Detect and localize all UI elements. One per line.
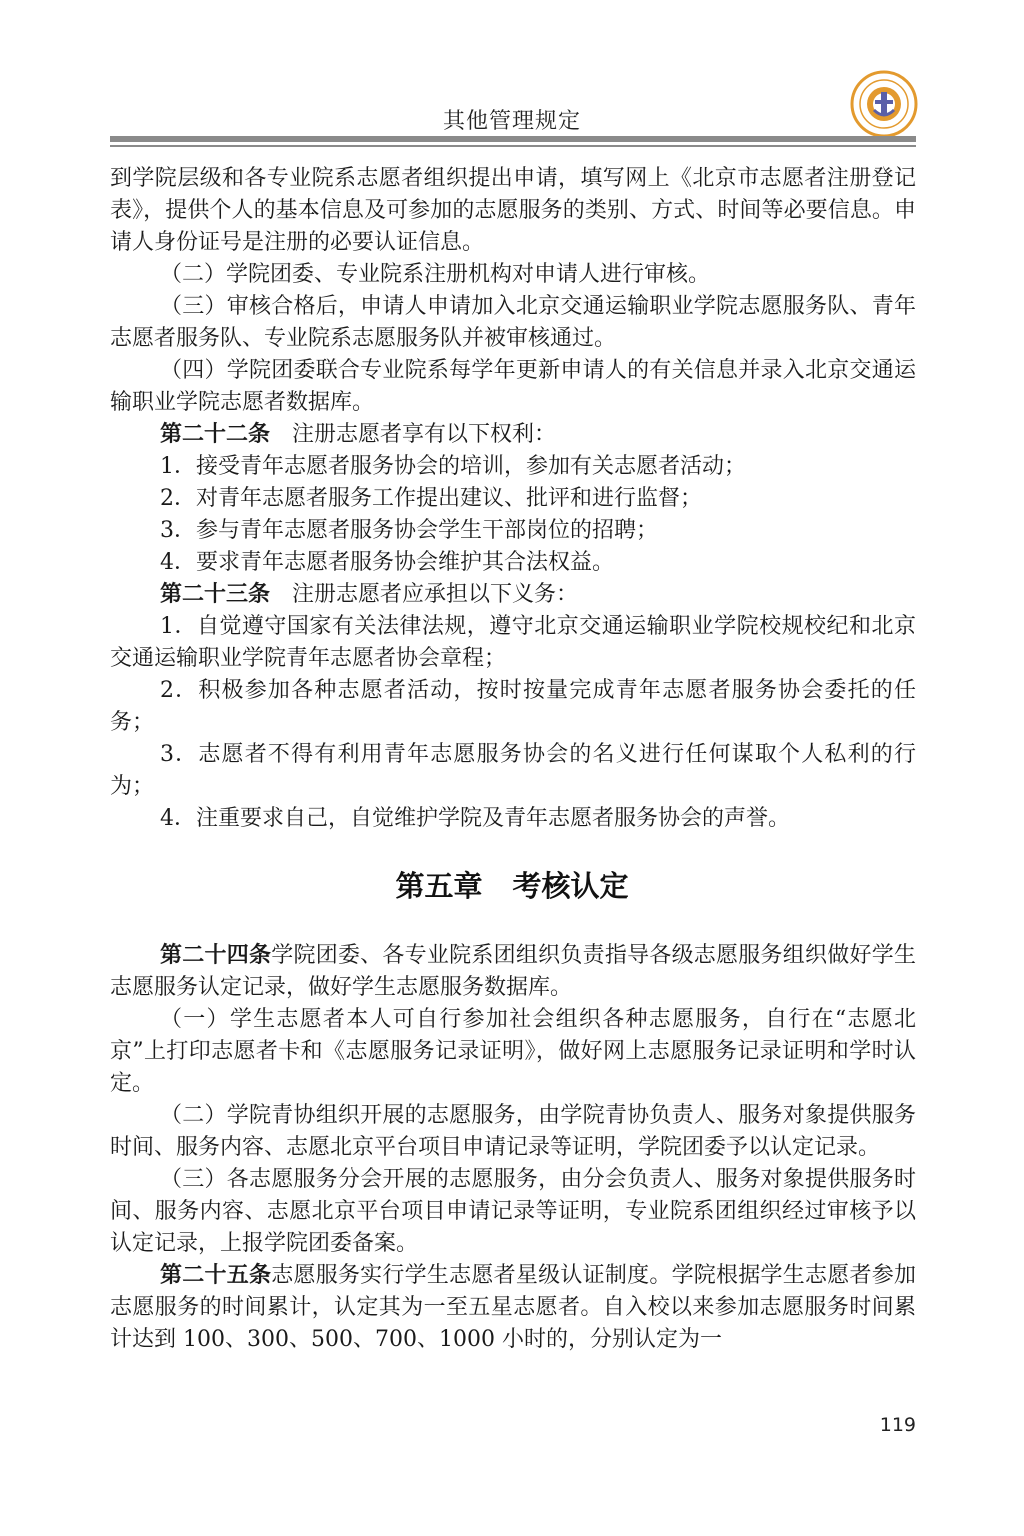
list-item: 2．积极参加各种志愿者活动，按时按量完成青年志愿者服务协会委托的任务；: [110, 678, 916, 735]
article-paragraph: 第二十二条 注册志愿者享有以下权利：: [160, 422, 557, 447]
body-block-1: [110, 163, 916, 835]
paragraph: 到学院层级和各专业院系志愿者组织提出申请，填写网上《北京市志愿者注册登记表》，提供个人的基本信息及可参加的志愿服务的类别、方式、时间等必要信息。申请人身份证号是注册的必要认证信息。: [110, 166, 916, 255]
paragraph: （二）学院团委、专业院系注册机构对申请人进行审核。: [160, 262, 711, 287]
article-paragraph: 第二十五条志愿服务实行学生志愿者星级认证制度。学院根据学生志愿者参加志愿服务的时间累计，认定其为一至五星志愿者。自入校以来参加志愿服务时间累计达到 100、300、500、700、1000 小时的，分别认定为一: [110, 1263, 916, 1352]
body-block-2: [110, 940, 916, 1356]
list-item: 2．对青年志愿者服务工作提出建议、批评和进行监督；: [160, 486, 702, 511]
article-paragraph: 第二十四条学院团委、各专业院系团组织负责指导各级志愿服务组织做好学生志愿服务认定记录，做好学生志愿服务数据库。: [110, 943, 916, 1000]
list-item: 1．自觉遵守国家有关法律法规，遵守北京交通运输职业学院校规校纪和北京交通运输职业学院青年志愿者协会章程；: [110, 614, 916, 671]
list-item: 3．参与青年志愿者服务协会学生干部岗位的招聘；: [160, 518, 658, 543]
header-rule-thick: [110, 136, 916, 142]
chapter-heading: [0, 864, 1024, 905]
list-item: 3．志愿者不得有利用青年志愿服务协会的名义进行任何谋取个人私利的行为；: [110, 742, 916, 799]
running-header-title: 其他管理规定: [442, 109, 581, 134]
article-label: 第二十五条: [160, 1263, 272, 1288]
page-number: 119: [879, 1414, 916, 1436]
list-item: 4．要求青年志愿者服务协会维护其合法权益。: [160, 550, 614, 575]
paragraph: （四）学院团委联合专业院系每学年更新申请人的有关信息并录入北京交通运输职业学院志愿者数据库。: [110, 358, 916, 415]
paragraph: （二）学院青协组织开展的志愿服务，由学院青协负责人、服务对象提供服务时间、服务内容、志愿北京平台项目申请记录等证明，学院团委予以认定记录。: [110, 1103, 916, 1160]
paragraph: （三）审核合格后，申请人申请加入北京交通运输职业学院志愿服务队、青年志愿者服务队、专业院系志愿服务队并被审核通过。: [110, 294, 916, 351]
chapter-title: 考核认定: [512, 869, 629, 903]
list-item: 1．接受青年志愿者服务协会的培训，参加有关志愿者活动；: [160, 454, 746, 479]
list-item: 4．注重要求自己，自觉维护学院及青年志愿者服务协会的声誉。: [160, 806, 790, 831]
header-rule-thin: [110, 145, 916, 147]
paragraph: （一）学生志愿者本人可自行参加社会组织各种志愿服务，自行在“志愿北京”上打印志愿者卡和《志愿服务记录证明》，做好网上志愿服务记录证明和学时认定。: [110, 1007, 916, 1096]
article-paragraph: 第二十三条 注册志愿者应承担以下义务：: [160, 582, 579, 607]
article-label: 第二十二条: [160, 422, 271, 447]
article-label: 第二十三条: [160, 582, 271, 607]
chapter-number: 第五章: [395, 869, 483, 903]
article-label: 第二十四条: [160, 943, 272, 968]
paragraph: （三）各志愿服务分会开展的志愿服务，由分会负责人、服务对象提供服务时间、服务内容、志愿北京平台项目申请记录等证明，专业院系团组织经过审核予以认定记录，上报学院团委备案。: [110, 1167, 916, 1256]
